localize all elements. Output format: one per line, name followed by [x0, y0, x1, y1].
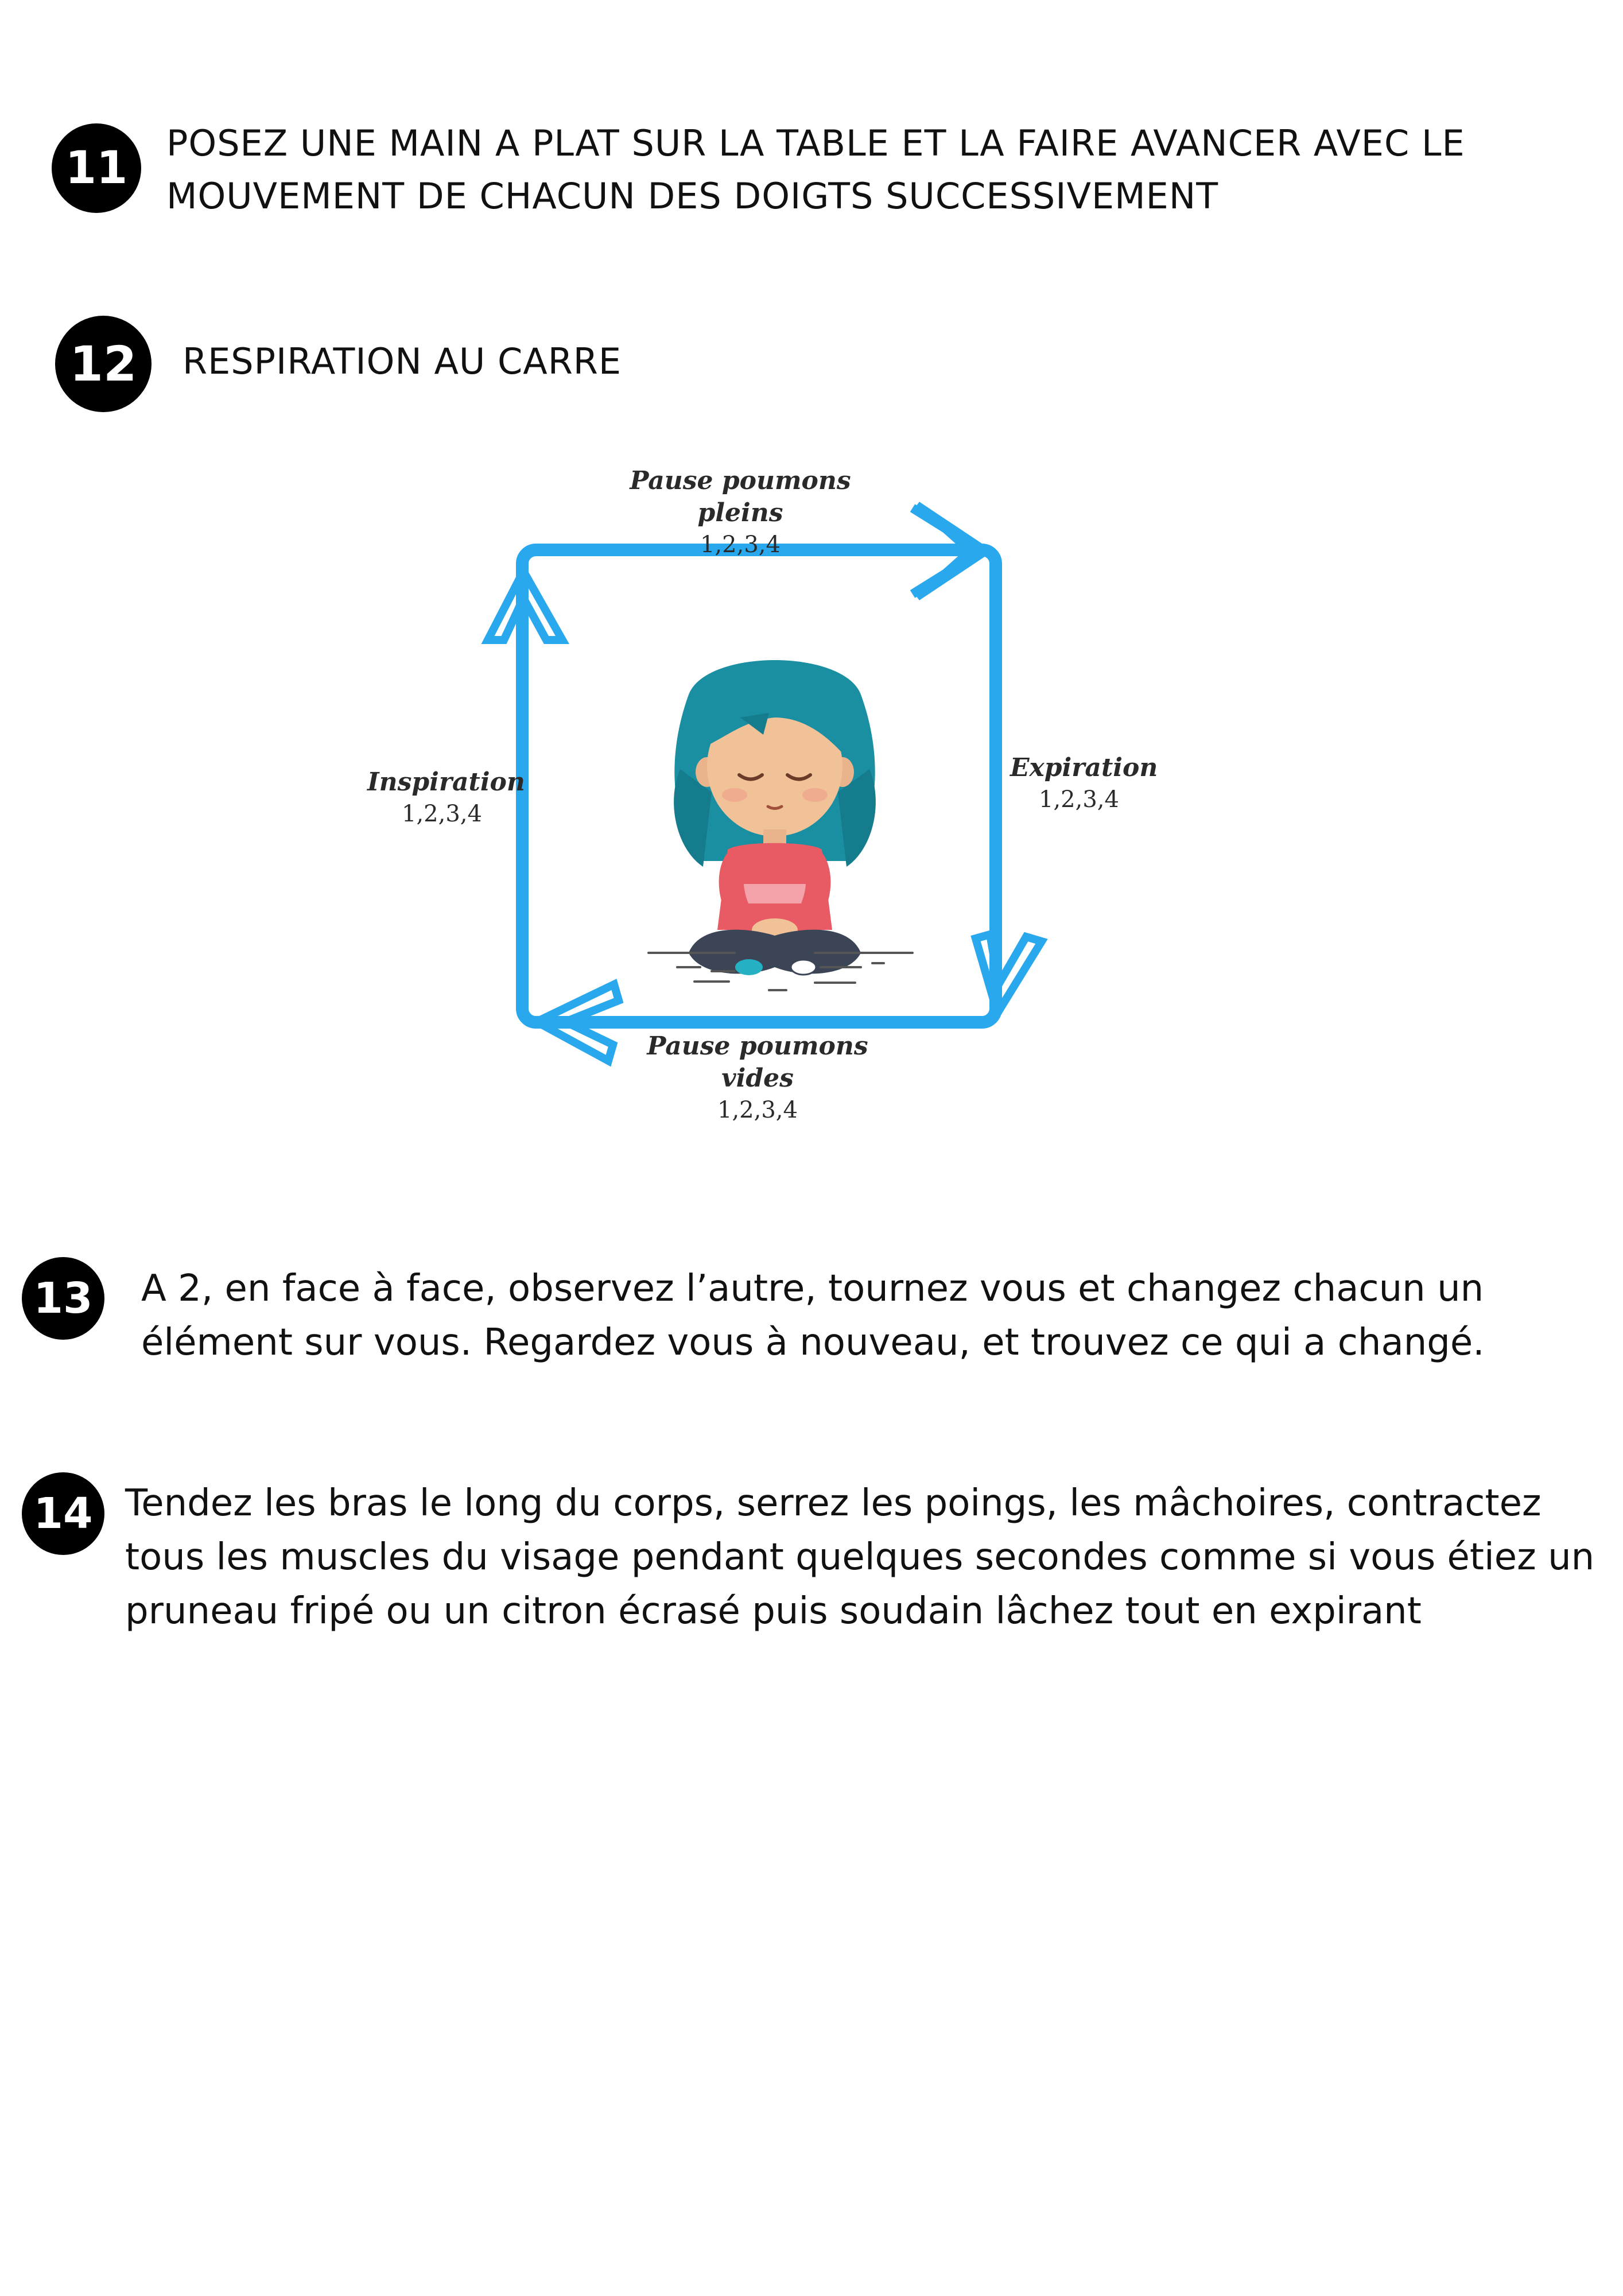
arrow-head-down [976, 934, 1042, 1013]
label-right [1010, 752, 1158, 815]
label-bottom-name: Pause poumons vides [647, 1031, 868, 1093]
step-number: 12 [69, 336, 137, 392]
step-number: 13 [33, 1274, 93, 1323]
step-number-badge [22, 1257, 104, 1340]
label-right-count: 1,2,3,4 [1039, 786, 1119, 813]
label-left-count: 1,2,3,4 [402, 801, 482, 827]
square-breathing-diagram [367, 448, 1182, 1123]
label-right-name: Expiration [1010, 753, 1158, 782]
step-13-text: A 2, en face à face, observez l’autre, tournez vous et changez chacun un élément sur vous. Regardez vous à nouveau, et trouvez ce qui a changé. [141, 1267, 1485, 1364]
label-left [367, 766, 525, 829]
step-14-text: Tendez les bras le long du corps, serrez les poings, les mâchoires, contractez tous les muscles du visage pendant quelques secondes comme si vous étiez un pruneau fripé ou un citron écrasé puis soudain lâchez tout en expirant [125, 1482, 1595, 1632]
step-number-badge [52, 123, 141, 213]
label-top [608, 465, 872, 560]
step-number: 14 [33, 1489, 93, 1538]
step-12-title: RESPIRATION AU CARRE [183, 340, 622, 382]
step-number-badge [55, 316, 152, 412]
step-number: 11 [65, 142, 128, 194]
step-11-text: POSEZ UNE MAIN A PLAT SUR LA TABLE ET LA FAIRE AVANCER AVEC LE MOUVEMENT DE CHACUN DES DOIGTS SUCCESSIVEMENT [166, 122, 1465, 217]
label-bottom [623, 1030, 892, 1126]
step-number-badge [22, 1472, 104, 1555]
meditating-girl-icon [649, 660, 913, 990]
label-top-count: 1,2,3,4 [700, 532, 781, 558]
label-left-name: Inspiration [367, 767, 525, 797]
label-bottom-count: 1,2,3,4 [717, 1097, 798, 1123]
label-top-name: Pause poumons pleins [630, 466, 851, 528]
